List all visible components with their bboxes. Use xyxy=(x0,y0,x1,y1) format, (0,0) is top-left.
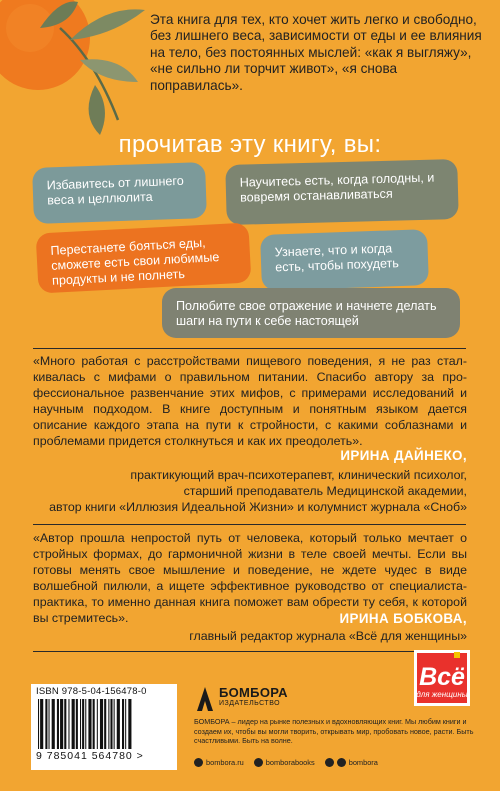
role-line: автор книги «Иллюзия Идеальной Жизни» и колумнист журнала «Сноб» xyxy=(49,500,467,515)
barcode-bar xyxy=(80,699,81,749)
publisher-description: БОМБОРА – лидер на рынке полезных и вдохновляющих книг. Мы любим книги и создаем их, чтобы вы могли творить, открывать мир, пробовать новое, расти. Быть счастливыми. Быть на волне. xyxy=(194,717,474,745)
barcode-bar xyxy=(114,699,115,749)
barcode-bar xyxy=(97,699,98,749)
benefit-bubble: Перестанете бояться еды, сможете есть свои любимые продукты и не полнеть xyxy=(36,222,252,293)
barcode-bar xyxy=(110,699,112,749)
review-author-role xyxy=(189,628,467,644)
barcode-bar xyxy=(38,699,39,749)
barcode-bar xyxy=(93,699,95,749)
vk-icon xyxy=(254,758,263,767)
barcode-bar xyxy=(104,699,106,749)
benefit-bubble: Узнаете, что и когда есть, чтобы похудеть xyxy=(260,229,429,291)
publisher-name: БОМБОРА xyxy=(219,685,288,700)
social-link-vk[interactable]: bomborabooks xyxy=(254,758,315,767)
barcode-bar xyxy=(85,699,86,749)
divider xyxy=(33,524,466,525)
role-line: главный редактор журнала «Всё для женщины» xyxy=(189,629,467,643)
barcode-bar xyxy=(128,699,131,749)
barcode-bar xyxy=(49,699,50,749)
badge-title: Всё xyxy=(419,663,465,691)
barcode-bar xyxy=(72,699,75,749)
benefit-bubble: Избавитесь от лишнего веса и целлюлита xyxy=(32,162,207,224)
benefits-heading: прочитав эту книгу, вы: xyxy=(118,131,382,158)
barcode-bar xyxy=(68,699,69,749)
review-quote: «Много работая с расстройствами пищевого поведения, я не раз сталкивалась с мифами о правильном питании. Спасибо автору за профессиональное развенчание этих мифов, с примерами исследований и научным подходом. В книге доступным и понятным языком дается описание каждого этапа на пути к стройности, с какими соблазнами и проблемами придется столкнуться и как их преодолеть». xyxy=(33,354,467,449)
barcode-bar xyxy=(88,699,91,749)
barcode-bar xyxy=(52,699,55,749)
divider xyxy=(33,651,466,652)
badge-subtitle: для женщины xyxy=(416,690,468,699)
barcode-bar xyxy=(76,699,78,749)
ok-icon xyxy=(337,758,346,767)
social-link-telegram[interactable]: bombora xyxy=(325,758,378,767)
barcode-bar xyxy=(57,699,59,749)
magazine-badge xyxy=(414,650,470,706)
barcode-bar xyxy=(125,699,126,749)
benefit-bubble: Полюбите свое отражение и начнете делать шаги на пути к себе настоящей xyxy=(162,288,460,338)
orange-fruit-icon xyxy=(0,0,150,140)
barcode-bar xyxy=(108,699,109,749)
barcode-icon xyxy=(36,699,170,749)
barcode-digits: 9 785041 564780 > xyxy=(36,750,144,762)
globe-icon xyxy=(194,758,203,767)
review-author: ИРИНА БОБКОВА, xyxy=(339,611,467,626)
benefit-bubble: Научитесь есть, когда голодны, и вовремя останавливаться xyxy=(225,159,458,225)
review-author-role xyxy=(27,467,467,515)
barcode-bar xyxy=(122,699,124,749)
barcode-bar xyxy=(40,699,43,749)
review-quote: «Автор прошла непростой путь от человека, который только мечтает о стройных формах, до гармоничной жизни в теле своей мечты. Если вы готовы менять свое мышление и поведение, не ждете чудес в виде волшебной пилюли, а ищете эффективное руководство от специалиста-практика, то именно данная книга поможет вам обрести ту себя, к которой вы стремитесь». xyxy=(33,531,467,626)
barcode-bar xyxy=(117,699,120,749)
review-author: ИРИНА ДАЙНЕКО, xyxy=(340,448,467,463)
social-link-site[interactable]: bombora.ru xyxy=(194,758,244,767)
barcode-bar xyxy=(64,699,66,749)
role-line: старший преподаватель Медицинской академии, xyxy=(183,484,467,499)
social-links xyxy=(194,758,378,767)
barcode-bar xyxy=(100,699,103,749)
barcode-bar xyxy=(82,699,84,749)
publisher-subtitle: ИЗДАТЕЛЬСТВО xyxy=(219,700,281,707)
barcode-bar xyxy=(45,699,47,749)
role-line: практикующий врач-психотерапевт, клинический психолог, xyxy=(130,468,467,482)
isbn-barcode xyxy=(31,684,177,770)
isbn-number: ISBN 978-5-04-156478-0 xyxy=(36,686,147,697)
telegram-icon xyxy=(325,758,334,767)
barcode-bar xyxy=(60,699,63,749)
intro-text: Эта книга для тех, кто хочет жить легко и свободно, без лишнего веса, зависимости от еды и ее влияния на тело, без постоянных мыслей: «как я выгляжу», «не сильно ли торчит живот», «я снова поправилась». xyxy=(150,12,482,93)
divider xyxy=(33,348,466,349)
